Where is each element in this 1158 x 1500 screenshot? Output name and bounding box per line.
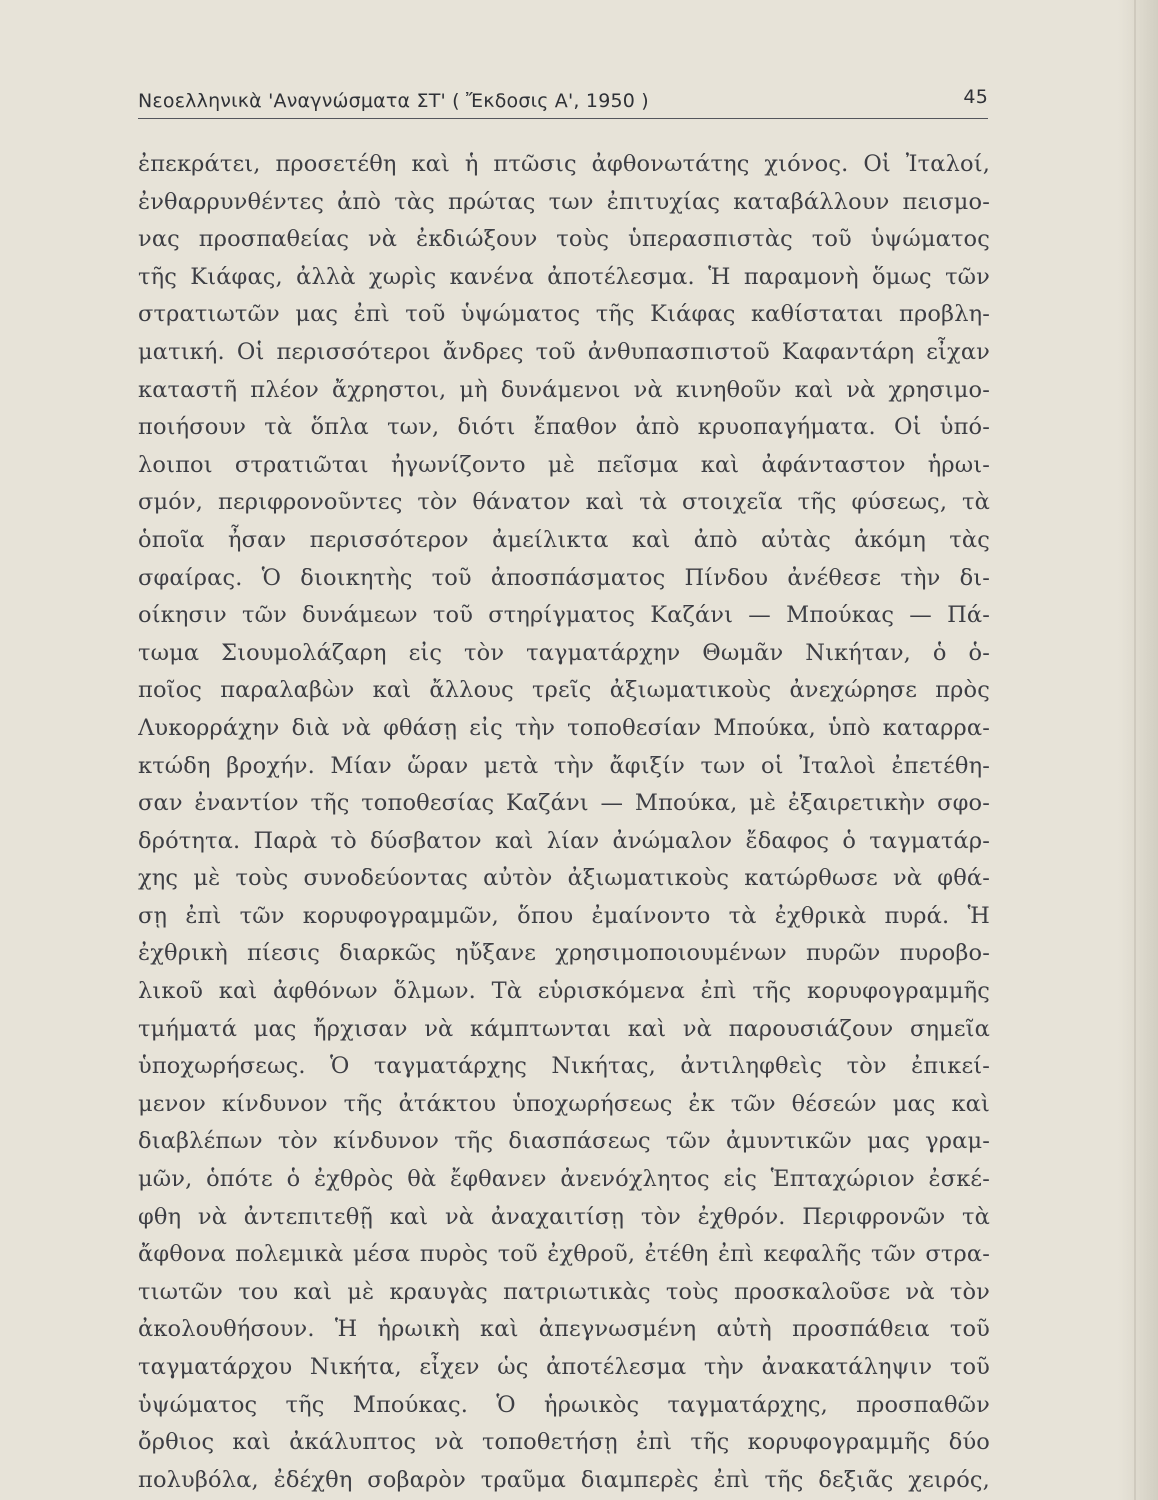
text-line: ποῖος παραλαβὼν καὶ ἄλλους τρεῖς ἀξιωματικοὺς ἀνεχώρησε πρὸς <box>138 677 990 704</box>
header-rule <box>138 118 988 119</box>
running-title: Νεοελληνικὰ 'Αναγνώσματα ΣΤ' ( Ἔκδοσις Α', 1950 ) <box>138 90 649 112</box>
text-line: τμήματά μας ἤρχισαν νὰ κάμπτωνται καὶ νὰ παρουσιάζουν σημεῖα <box>138 1015 990 1042</box>
text-line: διαβλέπων τὸν κίνδυνον τῆς διασπάσεως τῶν ἀμυντικῶν μας γραμ- <box>138 1128 990 1155</box>
running-header <box>138 86 988 120</box>
text-line: σμόν, περιφρονοῦντες τὸν θάνατον καὶ τὰ στοιχεῖα τῆς φύσεως, τὰ <box>138 489 990 516</box>
text-line: σφαίρας. Ὁ διοικητὴς τοῦ ἀποσπάσματος Πίνδου ἀνέθεσε τὴν δι- <box>138 564 990 591</box>
text-line: ἐχθρικὴ πίεσις διαρκῶς ηὔξανε χρησιμοποιουμένων πυρῶν πυροβο- <box>138 940 990 967</box>
text-line: νας προσπαθείας νὰ ἐκδιώξουν τοὺς ὑπερασπιστὰς τοῦ ὑψώματος <box>138 226 990 253</box>
scan-edge-shadow <box>1118 0 1158 1500</box>
text-line: σῃ ἐπὶ τῶν κορυφογραμμῶν, ὅπου ἐμαίνοντο τὰ ἐχθρικὰ πυρά. Ἡ <box>138 902 990 929</box>
text-line: τῆς Κιάφας, ἀλλὰ χωρὶς κανένα ἀποτέλεσμα. Ἡ παραμονὴ ὅμως τῶν <box>138 263 990 290</box>
text-line: χης μὲ τοὺς συνοδεύοντας αὐτὸν ἀξιωματικοὺς κατώρθωσε νὰ φθά- <box>138 865 990 892</box>
page-fold-line <box>1134 0 1136 1500</box>
text-line: ὑποχωρήσεως. Ὁ ταγματάρχης Νικήτας, ἀντιληφθεὶς τὸν ἐπικεί- <box>138 1053 990 1080</box>
text-line: ἐνθαρρυνθέντες ἀπὸ τὰς πρώτας των ἐπιτυχίας καταβάλλουν πεισμο- <box>138 188 990 215</box>
text-line: ὁποῖα ἦσαν περισσότερον ἀμείλικτα καὶ ἀπὸ αὐτὰς ἀκόμη τὰς <box>138 526 990 553</box>
page-number: 45 <box>963 86 988 108</box>
text-line: μενον κίνδυνον τῆς ἀτάκτου ὑποχωρήσεως ἐκ τῶν θέσεών μας καὶ <box>138 1090 990 1117</box>
text-line: ταγματάρχου Νικήτα, εἶχεν ὡς ἀποτέλεσμα τὴν ἀνακατάληψιν τοῦ <box>138 1354 990 1380</box>
text-line: κτώδη βροχήν. Μίαν ὥραν μετὰ τὴν ἄφιξίν των οἱ Ἰταλοὶ ἐπετέθη- <box>138 752 990 779</box>
text-line: ὄρθιος καὶ ἀκάλυπτος νὰ τοποθετήσῃ ἐπὶ τῆς κορυφογραμμῆς δύο <box>138 1429 990 1456</box>
text-line: καταστῆ πλέον ἄχρηστοι, μὴ δυνάμενοι νὰ κινηθοῦν καὶ νὰ χρησιμο- <box>138 376 990 403</box>
text-line: μῶν, ὁπότε ὁ ἐχθρὸς θὰ ἔφθανεν ἀνενόχλητος εἰς Ἑπταχώριον ἐσκέ- <box>138 1166 990 1193</box>
text-line: τωμα Σιουμολάζαρη εἰς τὸν ταγματάρχην Θωμᾶν Νικήταν, ὁ ὁ- <box>138 639 990 666</box>
text-line: λοιποι στρατιῶται ἠγωνίζοντο μὲ πεῖσμα καὶ ἀφάνταστον ἡρωι- <box>138 451 990 478</box>
text-line: ἄφθονα πολεμικὰ μέσα πυρὸς τοῦ ἐχθροῦ, ἐτέθη ἐπὶ κεφαλῆς τῶν στρα- <box>138 1241 990 1268</box>
text-line: ἐπεκράτει, προσετέθη καὶ ἡ πτῶσις ἀφθονωτάτης χιόνος. Οἱ Ἰταλοί, <box>138 151 990 177</box>
text-line: φθη νὰ ἀντεπιτεθῇ καὶ νὰ ἀναχαιτίσῃ τὸν ἐχθρόν. Περιφρονῶν τὰ <box>138 1203 990 1230</box>
text-line: ποιήσουν τὰ ὅπλα των, διότι ἔπαθον ἀπὸ κρυοπαγήματα. Οἱ ὑπό- <box>138 414 990 441</box>
text-line: λικοῦ καὶ ἀφθόνων ὅλμων. Τὰ εὑρισκόμενα ἐπὶ τῆς κορυφογραμμῆς <box>138 978 990 1005</box>
text-line: σαν ἐναντίον τῆς τοποθεσίας Καζάνι — Μπούκα, μὲ ἐξαιρετικὴν σφο- <box>138 790 990 817</box>
text-line: πολυβόλα, ἐδέχθη σοβαρὸν τραῦμα διαμπερὲς ἐπὶ τῆς δεξιᾶς χειρός, <box>138 1466 990 1493</box>
body-text <box>138 146 990 1499</box>
text-line: στρατιωτῶν μας ἐπὶ τοῦ ὑψώματος τῆς Κιάφας καθίσταται προβλη- <box>138 301 990 328</box>
text-line: ὑψώματος τῆς Μπούκας. Ὁ ἡρωικὸς ταγματάρχης, προσπαθῶν <box>138 1391 990 1418</box>
text-line: τιωτῶν του καὶ μὲ κραυγὰς πατριωτικὰς τοὺς προσκαλοῦσε νὰ τὸν <box>138 1278 990 1305</box>
text-line: δρότητα. Παρὰ τὸ δύσβατον καὶ λίαν ἀνώμαλον ἔδαφος ὁ ταγματάρ- <box>138 827 990 854</box>
text-line: Λυκορράχην διὰ νὰ φθάσῃ εἰς τὴν τοποθεσίαν Μπούκα, ὑπὸ καταρρα- <box>138 714 990 741</box>
text-line: ματική. Οἱ περισσότεροι ἄνδρες τοῦ ἀνθυπασπιστοῦ Καφαντάρη εἶχαν <box>138 338 990 365</box>
text-line: οίκησιν τῶν δυνάμεων τοῦ στηρίγματος Καζάνι — Μπούκας — Πά- <box>138 602 990 629</box>
text-line: ἀκολουθήσουν. Ἡ ἡρωικὴ καὶ ἀπεγνωσμένη αὐτὴ προσπάθεια τοῦ <box>138 1316 990 1343</box>
